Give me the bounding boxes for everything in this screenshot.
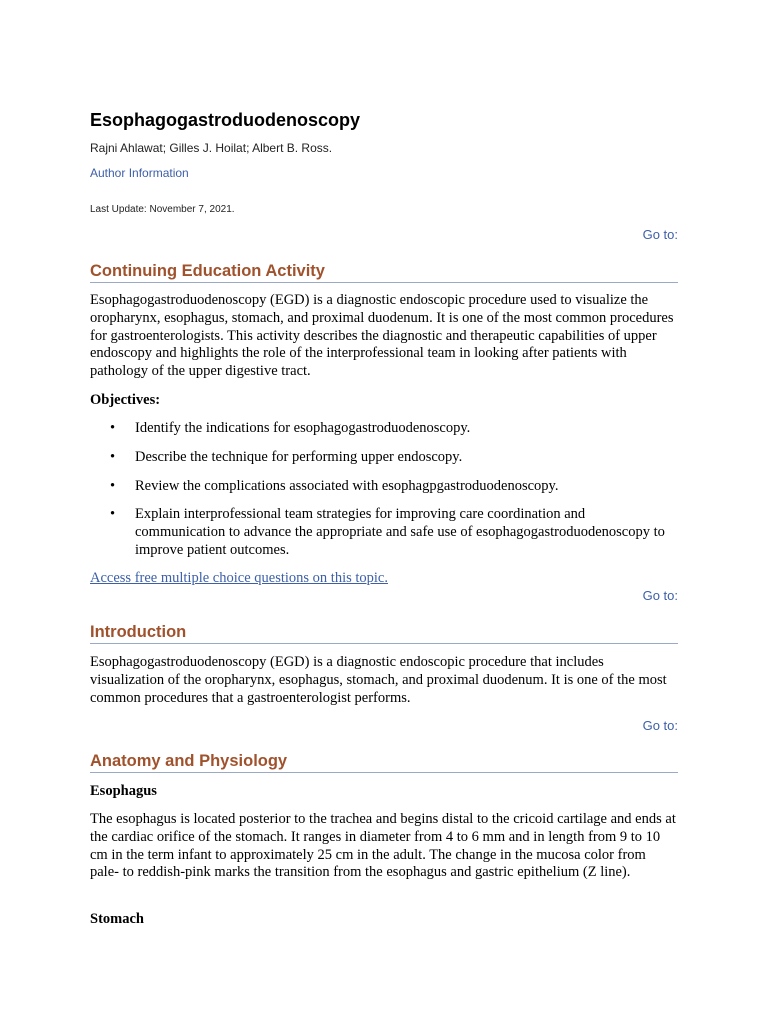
continuing-education-paragraph: Esophagogastroduodenoscopy (EGD) is a diagnostic endoscopic procedure used to visualize the oropharynx, esophagus, stomach, and proximal duodenum. It is one of the most common procedures for gastroenterologists. This activity describes the diagnostic and therapeutic capabilities of upper endoscopy and highlights the role of the interprofessional team in looking after patients with pathology of the upper digestive tract. <box>90 292 674 380</box>
objective-text: Describe the technique for performing upper endoscopy. <box>135 448 463 465</box>
section-heading-anatomy: Anatomy and Physiology <box>90 751 678 773</box>
objective-text: Review the complications associated with esophagpgastroduodenoscopy. <box>135 477 559 494</box>
list-item <box>90 506 678 559</box>
introduction-paragraph: Esophagogastroduodenoscopy (EGD) is a diagnostic endoscopic procedure that includes visualization of the oropharynx, esophagus, stomach, and proximal duodenum. It is one of the most common procedures that a gastroenterologist performs. <box>90 654 667 706</box>
author-list: Rajni Ahlawat; Gilles J. Hoilat; Albert B. Ross. <box>90 141 333 155</box>
section-heading-continuing-education: Continuing Education Activity <box>90 261 678 283</box>
list-item <box>90 420 678 438</box>
stomach-subheading: Stomach <box>90 911 144 927</box>
objectives-list <box>90 420 678 571</box>
goto-link-2[interactable]: Go to: <box>642 588 678 603</box>
bullet-icon: • <box>110 477 116 494</box>
bullet-icon: • <box>110 506 116 523</box>
objectives-label: Objectives: <box>90 392 161 408</box>
esophagus-paragraph: The esophagus is located posterior to the trachea and begins distal to the cricoid cartilage and ends at the cardiac orifice of the stomach. It ranges in diameter from 4 to 6 mm and in length from 9 to 10 cm in the term infant to approximately 25 cm in the adult. The change in the mucosa color from pale- to reddish-pink marks the transition from the esophagus and gastric epithelium (Z line). <box>90 811 676 881</box>
objective-text: Explain interprofessional team strategies for improving care coordination and communication to advance the appropriate and safe use of esophagogastroduodenoscopy to improve patient outcomes. <box>135 506 665 558</box>
bullet-icon: • <box>110 420 116 436</box>
author-information-link[interactable]: Author Information <box>90 166 189 180</box>
esophagus-subheading: Esophagus <box>90 783 157 799</box>
page-title: Esophagogastroduodenoscopy <box>90 110 361 130</box>
list-item <box>90 449 678 467</box>
last-update: Last Update: November 7, 2021. <box>90 204 235 215</box>
section-heading-introduction: Introduction <box>90 622 678 644</box>
access-questions-link[interactable]: Access free multiple choice questions on this topic. <box>90 570 388 586</box>
objective-text: Identify the indications for esophagogastroduodenoscopy. <box>135 420 471 436</box>
goto-link-3[interactable]: Go to: <box>642 718 678 733</box>
list-item <box>90 478 678 496</box>
bullet-icon: • <box>110 448 116 465</box>
goto-link-1[interactable]: Go to: <box>642 227 678 242</box>
